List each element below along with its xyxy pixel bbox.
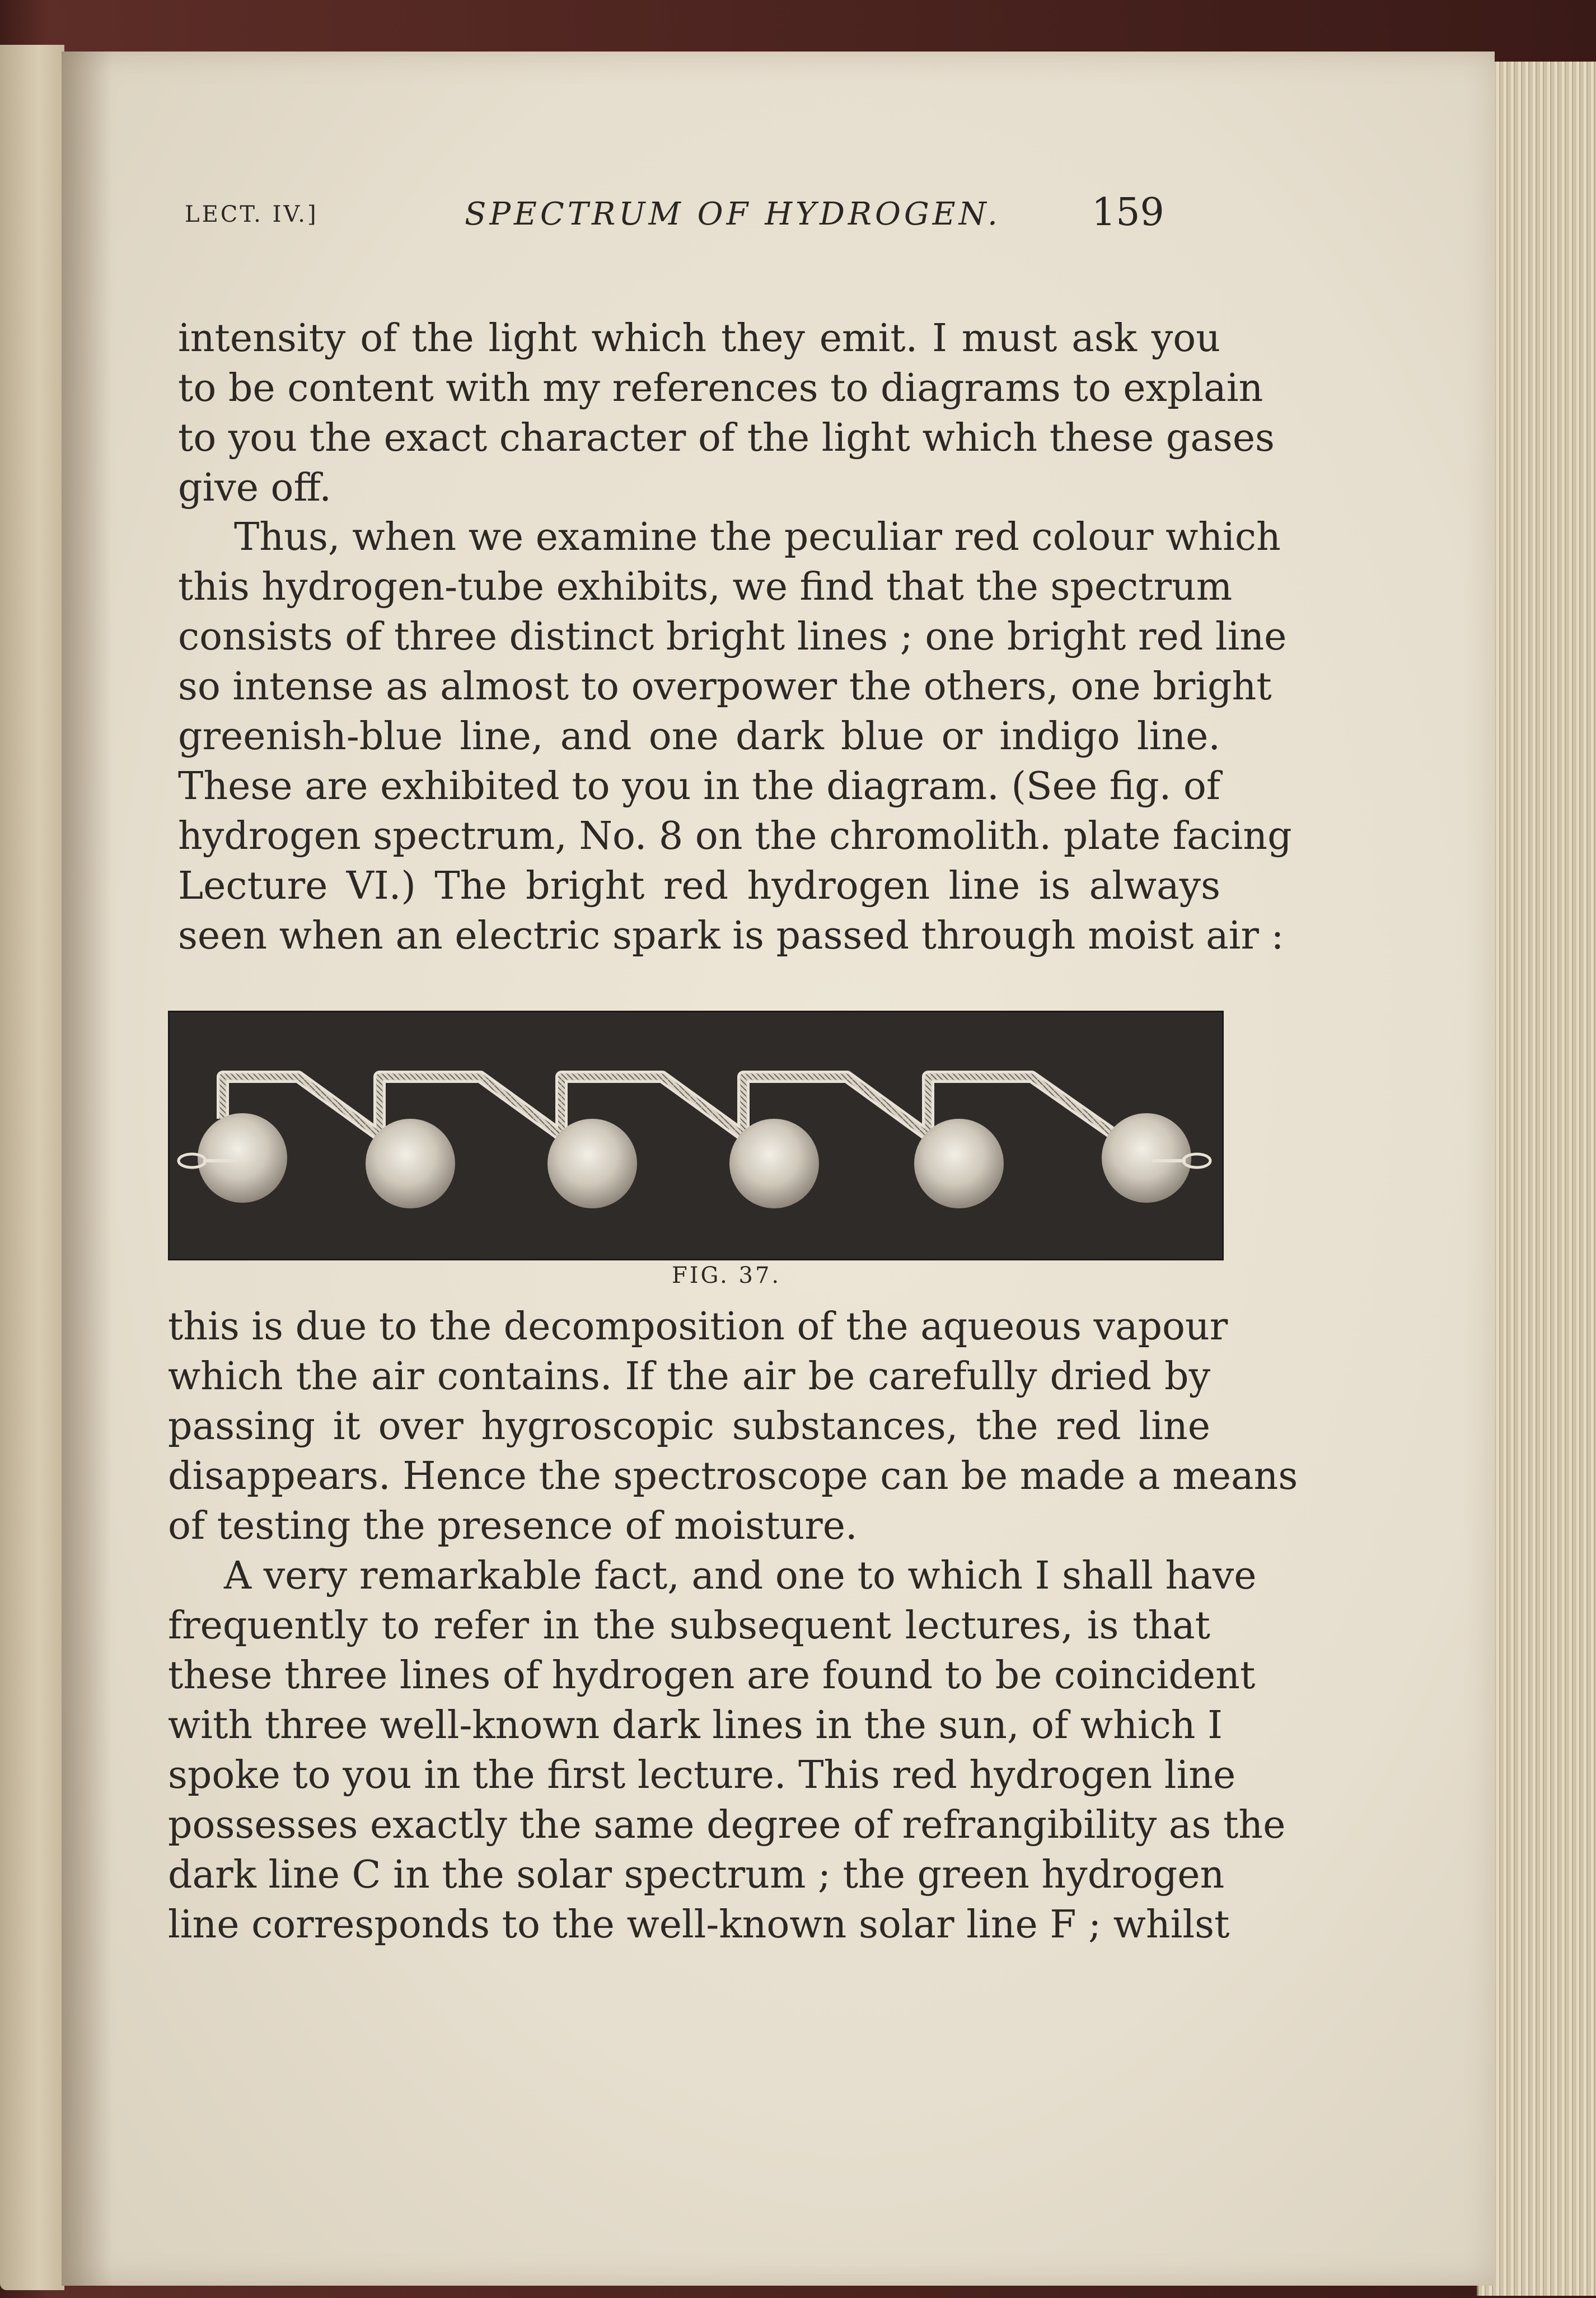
figure-caption: FIG. 37.: [672, 1263, 781, 1288]
text-line: possesses exactly the same degree of refrangibility as the: [168, 1803, 1286, 1847]
text-line: passing it over hygroscopic substances, the red line: [168, 1404, 1210, 1449]
text-line: frequently to refer in the subsequent lectures, is that: [168, 1604, 1210, 1648]
figure-hydrogen-tubes: [168, 1011, 1224, 1260]
text-line: dark line C in the solar spectrum ; the green hydrogen: [168, 1853, 1225, 1897]
text-line: Lecture VI.) The bright red hydrogen line is always: [178, 864, 1220, 908]
text-line: to be content with my references to diagrams to explain: [178, 366, 1263, 410]
text-line: greenish-blue line, and one dark blue or indigo line.: [178, 714, 1220, 759]
text-line: which the air contains. If the air be carefully dried by: [168, 1354, 1210, 1399]
hydrogen-tube-illustration: [170, 1012, 1222, 1259]
text-line: give off.: [178, 466, 331, 510]
text-line: A very remarkable fact, and one to which I shall have: [224, 1554, 1257, 1598]
running-head-lecture: LECT. IV.]: [185, 202, 319, 227]
page-number: 159: [1092, 190, 1164, 235]
bulb-6: [1102, 1113, 1191, 1203]
text-line: seen when an electric spark is passed through moist air :: [178, 914, 1284, 958]
paragraph-4: [168, 1551, 1286, 1950]
bulb-2: [366, 1119, 455, 1208]
text-line: this is due to the decomposition of the aqueous vapour: [168, 1305, 1228, 1349]
text-line: These are exhibited to you in the diagram. (See fig. of: [178, 764, 1220, 809]
text-line: intensity of the light which they emit. I must ask you: [178, 316, 1220, 361]
text-line: Thus, when we examine the peculiar red colour which: [234, 515, 1281, 559]
bulb-4: [729, 1119, 819, 1208]
text-line: to you the exact character of the light which these gases: [178, 416, 1275, 460]
text-line: line corresponds to the well-known solar line F ; whilst: [168, 1903, 1230, 1947]
running-head-title: SPECTRUM OF HYDROGEN.: [465, 196, 1001, 232]
text-line: so intense as almost to overpower the others, one bright: [178, 665, 1272, 709]
paragraph-3: [168, 1302, 1298, 1551]
text-line: disappears. Hence the spectroscope can be made a means: [168, 1454, 1298, 1498]
paragraph-1: [178, 314, 1275, 513]
paragraph-2: [178, 512, 1292, 961]
page-gutter-shadow: [62, 52, 112, 2286]
text-line: with three well-known dark lines in the sun, of which I: [168, 1703, 1223, 1748]
bulb-5: [914, 1119, 1004, 1208]
text-line: hydrogen spectrum, No. 8 on the chromolith. plate facing: [178, 814, 1292, 858]
text-line: this hydrogen-tube exhibits, we find that the spectrum: [178, 565, 1233, 609]
previous-page-edge: [0, 45, 64, 2290]
text-line: spoke to you in the first lecture. This red hydrogen line: [168, 1753, 1236, 1797]
text-line: consists of three distinct bright lines ; one bright red line: [178, 615, 1287, 659]
text-line: of testing the presence of moisture.: [168, 1504, 858, 1548]
bulb-3: [547, 1119, 637, 1208]
text-line: these three lines of hydrogen are found to be coincident: [168, 1654, 1256, 1698]
bulb-1: [198, 1113, 287, 1203]
